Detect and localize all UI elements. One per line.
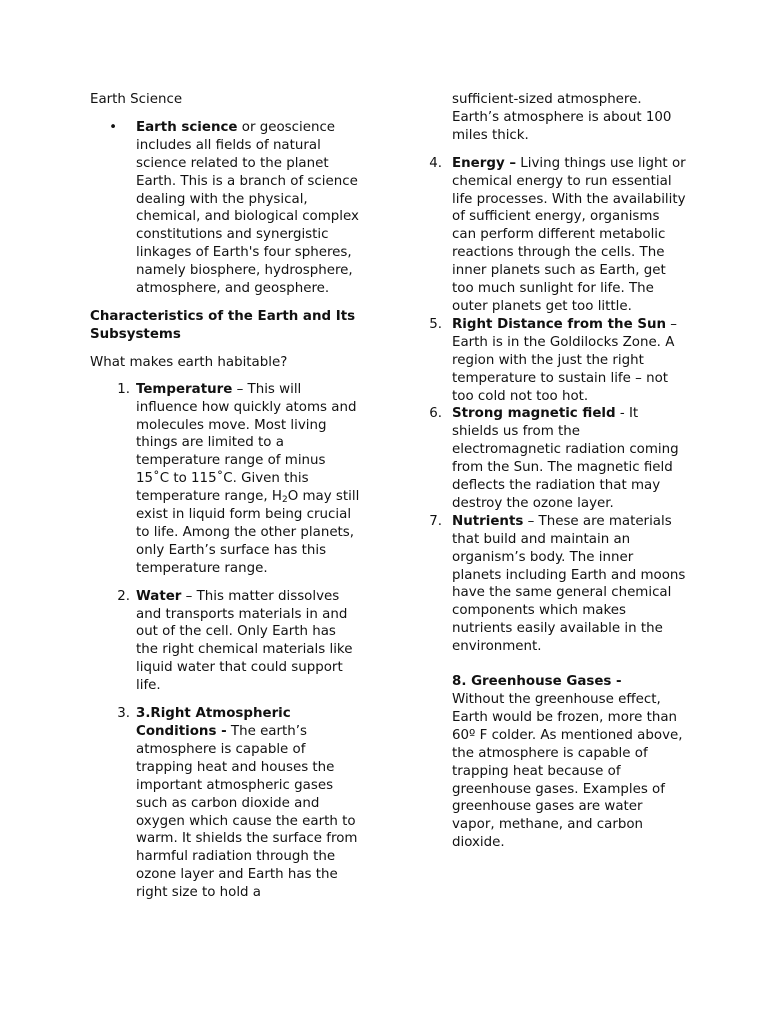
- habitability-list-cont: [424, 155, 686, 656]
- item-term: Strong magnetic field: [452, 406, 616, 422]
- item-number: 5.: [429, 316, 442, 332]
- item-text: – This will influence how quickly atoms and molecules move. Most living things are limited to a temperature range of minus 15˚C to 115˚C. Given this temperature range, H: [136, 381, 357, 505]
- right-column: [424, 91, 686, 852]
- list-item-energy: [424, 155, 686, 316]
- item-number: 3.: [117, 706, 130, 722]
- item-text: The earth’s atmosphere is capable of trapping heat and houses the important atmospheric gases such as carbon dioxide and oxygen which cause the earth to warm. It shields the surface from harmful radiation through the ozone layer and Earth has the right size to hold a: [136, 724, 358, 901]
- item-text: - It shields us from the electromagnetic radiation coming from the Sun. The magnetic field deflects the radiation that may destroy the ozone layer.: [452, 406, 679, 511]
- item-number: 2.: [117, 588, 130, 604]
- habitable-question: What makes earth habitable?: [90, 354, 288, 370]
- item-text: Living things use light or chemical energy to run essential life processes. With the availability of sufficient energy, organisms can perform different metabolic reactions through the cells. The inner planets such as Earth, get too much sunlight for life. The outer planets get too little.: [452, 155, 686, 314]
- item-number: 7.: [429, 513, 442, 529]
- item-number: 1.: [117, 381, 130, 397]
- intro-item: [90, 119, 360, 298]
- item-term: Energy –: [452, 155, 517, 171]
- greenhouse-gases-block: [424, 673, 686, 852]
- item-term: Temperature: [136, 381, 233, 397]
- subscript-2: 2: [281, 495, 288, 506]
- intro-text: or geoscience includes all fields of natural science related to the planet Earth. This is a branch of science dealing with the physical, chemical, and biological complex constitutions and synergistic linkages of Earth's four spheres, namely biosphere, hydrosphere, atmosphere, and geosphere.: [136, 119, 359, 297]
- item-text-cont: O may still exist in liquid form being crucial to life. Among the other planets, only Earth’s surface has this temperature range.: [136, 489, 360, 576]
- atmosphere-continuation: sufficient-sized atmosphere. Earth’s atmosphere is about 100 miles thick.: [452, 92, 672, 143]
- list-item-distance: [424, 316, 686, 406]
- item-term: Right Distance from the Sun: [452, 316, 667, 332]
- document-title: Earth Science: [90, 92, 183, 107]
- item-term: 3.Right Atmospheric Conditions -: [136, 706, 291, 739]
- greenhouse-text: Without the greenhouse effect, Earth would be frozen, more than 60º F colder. As mentioned above, the atmosphere is capable of trapping heat because of greenhouse gases. Examples of greenhouse gases are water vapor, methane, and carbon dioxide.: [452, 692, 683, 851]
- item-text: – Earth is in the Goldilocks Zone. A region with the just the right temperature to sustain life – not too cold not too hot.: [452, 316, 677, 404]
- intro-list: [90, 119, 360, 298]
- list-item-magnetic-field: [424, 405, 686, 512]
- left-column: [90, 91, 360, 902]
- greenhouse-title: 8. Greenhouse Gases -: [452, 674, 622, 690]
- bullet-marker: •: [109, 119, 117, 135]
- habitability-list: [90, 381, 360, 902]
- list-item-nutrients: [424, 513, 686, 656]
- item-number: 6.: [429, 406, 442, 422]
- item-term: Nutrients: [452, 513, 524, 529]
- item-term: Water: [136, 588, 182, 604]
- section-title: Characteristics of the Earth and Its Subsystems: [90, 308, 356, 342]
- item-text: – These are materials that build and maintain an organism’s body. The inner planets including Earth and moons have the same general chemical components which makes nutrients easily available in the environment.: [452, 513, 686, 655]
- item-number: 4.: [429, 155, 442, 171]
- list-item-atmosphere: [90, 705, 360, 902]
- intro-term: Earth science: [136, 119, 238, 135]
- item-text: – This matter dissolves and transports materials in and out of the cell. Only Earth has the right chemical materials like liquid water that could support life.: [136, 588, 353, 694]
- list-item-temperature: [90, 381, 360, 578]
- list-item-water: [90, 588, 360, 695]
